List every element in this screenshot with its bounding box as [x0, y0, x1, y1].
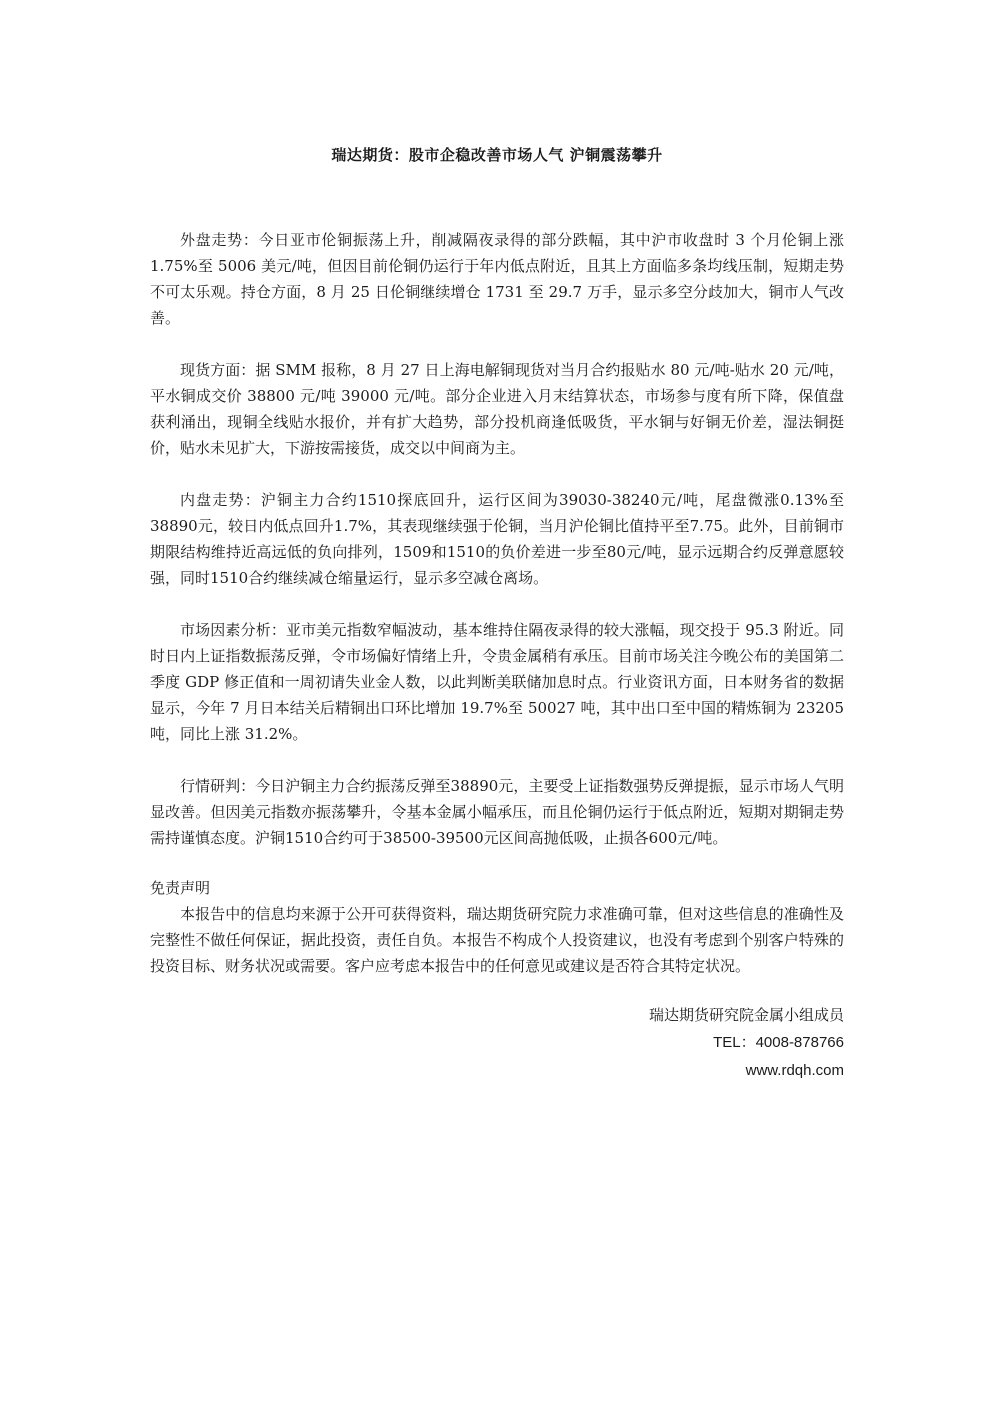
signature-tel: TEL：4008-878766: [713, 1034, 844, 1051]
market-factors-paragraph: 市场因素分析：亚市美元指数窄幅波动，基本维持住隔夜录得的较大涨幅，现交投于 95.3 附近。同时日内上证指数振荡反弹，令市场偏好情绪上升，令贵金属稍有承压。目前市场关注今晚公布的美国第二季度 GDP 修正值和一周初请失业金人数，以此判断美联储加息时点。行业资讯方面，日本财务省的数据显示，今年 7 月日本结关后精铜出口环比增加 19.7%至 50027 吨，其中出口至中国的精炼铜为 23205 吨，同比上涨 31.2%。: [150, 621, 844, 743]
signature-website: www.rdqh.com: [745, 1062, 844, 1079]
domestic-market-paragraph: 内盘走势：沪铜主力合约1510探底回升，运行区间为39030-38240元/吨，尾盘微涨0.13%至38890元，较日内低点回升1.7%，其表现继续强于伦铜，当月沪伦铜比值持平至7.75。此外，目前铜市期限结构维持近高远低的负向排列，1509和1510的负价差进一步至80元/吨，显示远期合约反弹意愿较强，同时1510合约继续减仓缩量运行，显示多空减仓离场。: [150, 491, 844, 587]
disclaimer-heading: 免责声明: [150, 879, 211, 897]
signature-team: 瑞达期货研究院金属小组成员: [648, 1006, 844, 1024]
document-page: [150, 140, 844, 1085]
external-market-paragraph: 外盘走势：今日亚市伦铜振荡上升，削减隔夜录得的部分跌幅，其中沪市收盘时 3 个月伦铜上涨 1.75%至 5006 美元/吨，但因目前伦铜仍运行于年内低点附近，且其上方面临多条均线压制，短期走势不可太乐观。持仓方面，8 月 25 日伦铜继续增仓 1731 至 29.7 万手，显示多空分歧加大，铜市人气改善。: [150, 231, 844, 327]
report-title: 瑞达期货：股市企稳改善市场人气 沪铜震荡攀升: [331, 146, 663, 164]
market-outlook-paragraph: 行情研判：今日沪铜主力合约振荡反弹至38890元，主要受上证指数强势反弹提振，显示市场人气明显改善。但因美元指数亦振荡攀升，令基本金属小幅承压，而且伦铜仍运行于低点附近，短期对期铜走势需持谨慎态度。沪铜1510合约可于38500-39500元区间高抛低吸，止损各600元/吨。: [150, 777, 844, 847]
spot-market-paragraph: 现货方面：据 SMM 报称，8 月 27 日上海电解铜现货对当月合约报贴水 80 元/吨-贴水 20 元/吨，平水铜成交价 38800 元/吨 39000 元/吨。部分企业进入月末结算状态，市场参与度有所下降，保值盘获利涌出，现铜全线贴水报价，并有扩大趋势，部分投机商逢低吸货，平水铜与好铜无价差，湿法铜挺价，贴水未见扩大，下游按需接货，成交以中间商为主。: [150, 361, 844, 457]
disclaimer-text: 本报告中的信息均来源于公开可获得资料，瑞达期货研究院力求准确可靠，但对这些信息的准确性及完整性不做任何保证，据此投资，责任自负。本报告不构成个人投资建议，也没有考虑到个别客户特殊的投资目标、财务状况或需要。客户应考虑本报告中的任何意见或建议是否符合其特定状况。: [150, 905, 844, 975]
signature-block: [150, 1001, 844, 1085]
